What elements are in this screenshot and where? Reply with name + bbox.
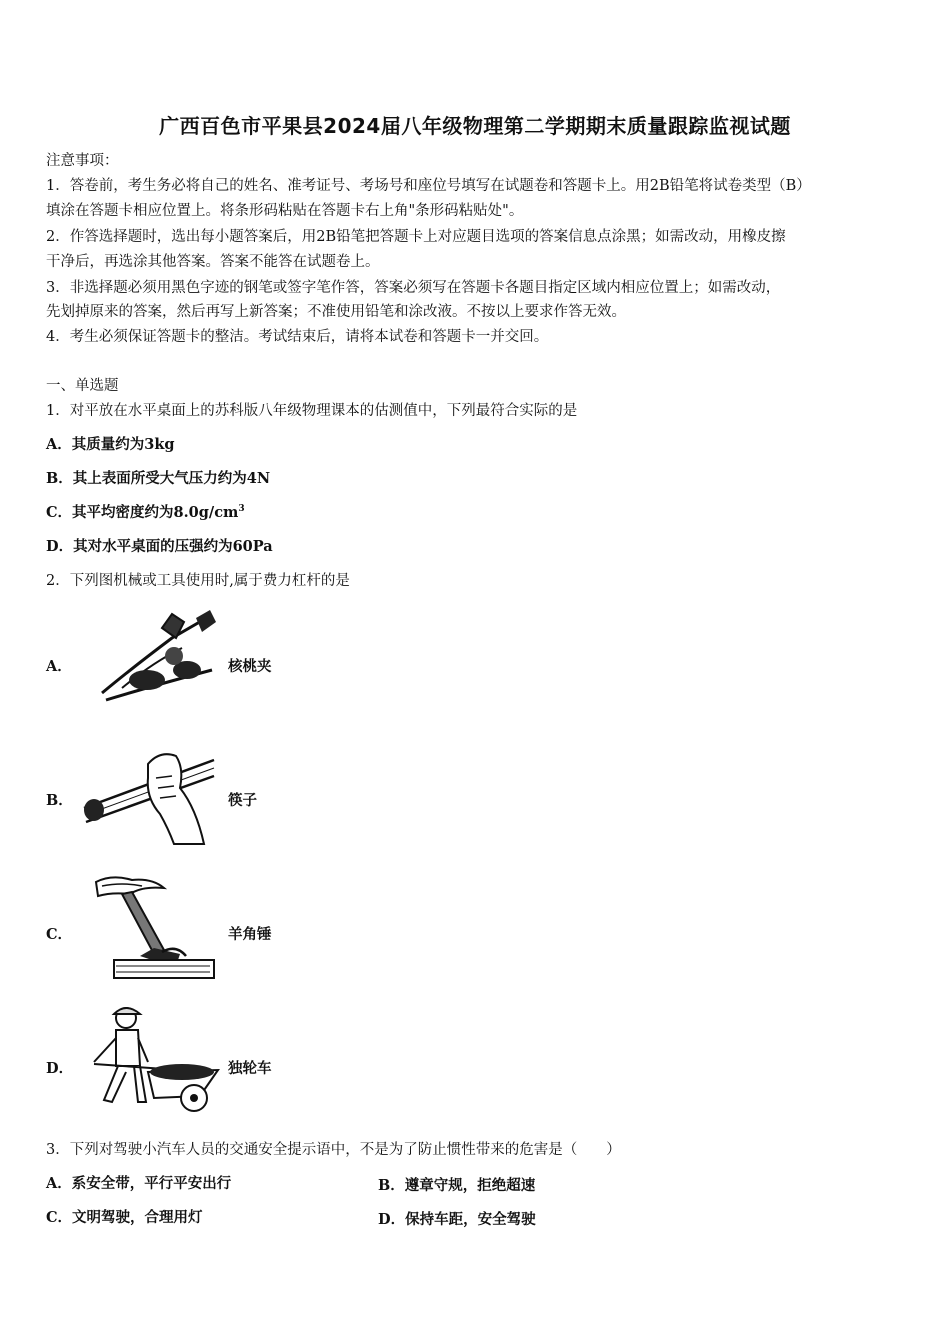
notice-line: 2．作答选择题时，选出每小题答案后，用2B铅笔把答题卡上对应题目选项的答案信息点涂黑；如需改动，用橡皮擦 [46,229,786,245]
q2-option-c-name: 羊角锤 [228,926,272,943]
question-3-stem: 3．下列对驾驶小汽车人员的交通安全提示语中，不是为了防止惯性带来的危害是（ ） [46,1142,621,1158]
nutcracker-icon [92,608,222,708]
q1-option-c-text: C．其平均密度约为8.0g/cm [46,504,239,521]
page-title: 广西百色市平果县2024届八年级物理第二学期期末质量跟踪监视试题 [159,114,791,138]
notice-line: 干净后，再选涂其他答案。答案不能答在试题卷上。 [46,254,380,270]
wheelbarrow-icon [82,1002,224,1114]
q1-option-c [46,503,245,523]
q3-option-b: B．遵章守规，拒绝超速 [378,1177,536,1194]
q3-option-c: C．文明驾驶，合理用灯 [46,1209,203,1226]
notice-line: 填涂在答题卡相应位置上。将条形码粘贴在答题卡右上角"条形码粘贴处"。 [46,203,524,219]
chopsticks-icon [76,748,218,848]
q2-option-b-name: 筷子 [228,792,257,809]
notice-line: 3．非选择题必须用黑色字迹的钢笔或签字笔作答，答案必须写在答题卡各题目指定区域内相应位置上；如需改动， [46,280,781,296]
q3-option-a: A．系安全带，平行平安出行 [46,1175,232,1192]
section-heading: 一、单选题 [46,378,119,394]
q2-option-a-label: A． [46,658,72,675]
q3-option-d: D．保持车距，安全驾驶 [378,1211,536,1228]
notice-line: 4．考生必须保证答题卡的整洁。考试结束后，请将本试卷和答题卡一并交回。 [46,329,549,345]
q2-option-c-label: C． [46,926,73,943]
q2-option-a-name: 核桃夹 [228,658,272,675]
notice-line: 1．答卷前，考生务必将自己的姓名、准考证号、考场号和座位号填写在试题卷和答题卡上。用2B铅笔将试卷类型（B） [46,178,811,194]
q1-option-b: B．其上表面所受大气压力约为4N [46,470,271,487]
claw-hammer-icon [92,872,218,984]
q1-option-d: D．其对水平桌面的压强约为60Pa [46,538,273,555]
question-2-stem: 2．下列图机械或工具使用时,属于费力杠杆的是 [46,573,350,589]
q1-option-c-superscript: 3 [238,504,245,515]
q2-option-b-label: B． [46,792,73,809]
notice-line: 先划掉原来的答案，然后再写上新答案；不准使用铅笔和涂改液。不按以上要求作答无效。 [46,304,626,320]
question-1-stem: 1．对平放在水平桌面上的苏科版八年级物理课本的估测值中，下列最符合实际的是 [46,403,578,419]
q1-option-a: A．其质量约为3kg [46,436,175,453]
q2-option-d-name: 独轮车 [228,1060,272,1077]
q2-option-d-label: D． [46,1060,74,1077]
notice-heading: 注意事项： [46,153,119,169]
